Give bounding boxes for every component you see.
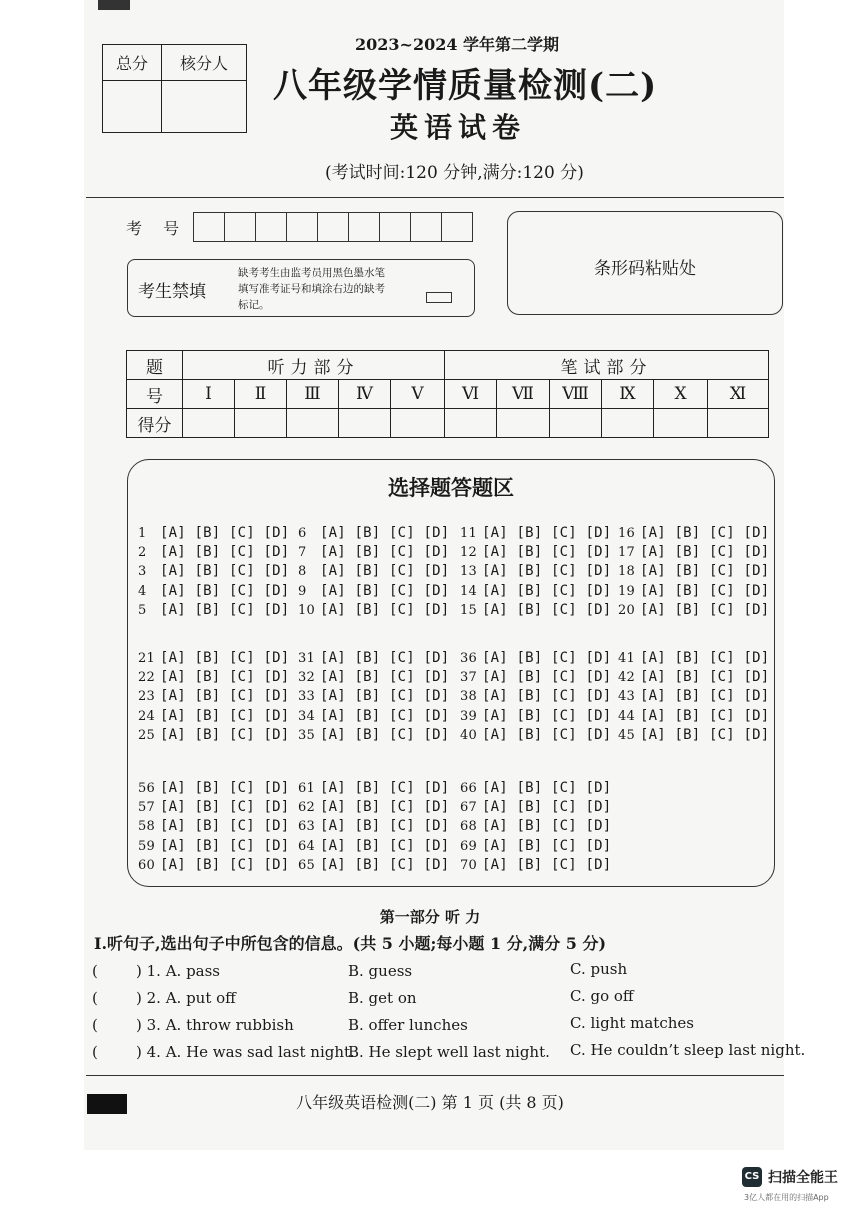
answer-options[interactable]: [A] [B] [C] [D] bbox=[482, 818, 612, 835]
answer-number: 17 bbox=[618, 545, 635, 561]
answer-options[interactable]: [A] [B] [C] [D] bbox=[320, 726, 450, 743]
score-cell[interactable] bbox=[287, 409, 339, 438]
answer-number: 23 bbox=[138, 689, 155, 705]
answer-number: 43 bbox=[618, 689, 635, 705]
section-numeral: Ⅵ bbox=[445, 380, 497, 409]
answer-options[interactable]: [A] [B] [C] [D] bbox=[160, 780, 290, 796]
barcode-area bbox=[507, 211, 783, 315]
score-cell[interactable] bbox=[708, 409, 769, 438]
answer-row-61[interactable] bbox=[298, 780, 449, 796]
answer-number: 11 bbox=[460, 526, 477, 541]
answer-number: 68 bbox=[460, 819, 477, 835]
scanner-logo-icon: CS bbox=[742, 1167, 762, 1187]
total-score-label: 总分 bbox=[103, 45, 162, 81]
section-numeral: Ⅺ bbox=[708, 380, 769, 409]
answer-row-45[interactable] bbox=[618, 727, 769, 743]
answer-number: 58 bbox=[138, 819, 155, 835]
answer-row-39[interactable] bbox=[460, 708, 611, 724]
answer-row-15[interactable] bbox=[460, 602, 611, 618]
answer-number: 5 bbox=[138, 602, 147, 618]
answer-row-42[interactable] bbox=[618, 669, 769, 685]
answer-options[interactable]: [A] [B] [C] [D] bbox=[160, 688, 290, 705]
writing-header: 笔试部分 bbox=[445, 351, 769, 380]
digit-box[interactable] bbox=[318, 213, 349, 241]
exam-time-info: (考试时间:120 分钟,满分:120 分) bbox=[325, 163, 584, 183]
answer-number: 6 bbox=[298, 526, 307, 541]
score-cell[interactable] bbox=[497, 409, 550, 438]
digit-box[interactable] bbox=[349, 213, 380, 241]
answer-options[interactable]: [A] [B] [C] [D] bbox=[160, 544, 290, 561]
answer-number: 12 bbox=[460, 545, 477, 561]
answer-number: 7 bbox=[298, 545, 307, 561]
answer-options[interactable]: [A] [B] [C] [D] bbox=[160, 582, 290, 599]
barcode-label: 条形码粘贴处 bbox=[594, 259, 696, 279]
question-option-a[interactable]: ) 2. A. put off bbox=[136, 989, 236, 1007]
question-option-b[interactable]: B. He slept well last night. bbox=[348, 1043, 550, 1061]
answer-row-62[interactable] bbox=[298, 799, 449, 815]
answer-row-58[interactable] bbox=[138, 818, 289, 834]
digit-box[interactable] bbox=[225, 213, 256, 241]
answer-options[interactable]: [A] [B] [C] [D] bbox=[160, 525, 290, 541]
answer-number: 33 bbox=[298, 689, 315, 705]
answer-number: 32 bbox=[298, 670, 315, 686]
answer-options[interactable]: [A] [B] [C] [D] bbox=[640, 544, 770, 561]
answer-options[interactable]: [A] [B] [C] [D] bbox=[160, 837, 290, 854]
answer-number: 61 bbox=[298, 781, 315, 796]
answer-number: 25 bbox=[138, 727, 155, 743]
top-registration-mark bbox=[98, 0, 130, 10]
section-numeral: Ⅲ bbox=[287, 380, 339, 409]
digit-box[interactable] bbox=[256, 213, 287, 241]
answer-options[interactable]: [A] [B] [C] [D] bbox=[640, 707, 770, 724]
section-numeral: Ⅶ bbox=[497, 380, 550, 409]
score-cell[interactable] bbox=[391, 409, 445, 438]
absent-mark-box[interactable] bbox=[426, 292, 452, 303]
answer-row-23[interactable] bbox=[138, 688, 289, 704]
answer-row-22[interactable] bbox=[138, 669, 289, 685]
question-option-c[interactable]: C. push bbox=[570, 960, 628, 978]
section-numeral: X bbox=[654, 380, 708, 409]
answer-options[interactable]: [A] [B] [C] [D] bbox=[160, 650, 290, 666]
answer-row-69[interactable] bbox=[460, 838, 611, 854]
answer-number: 21 bbox=[138, 651, 155, 666]
answer-number: 37 bbox=[460, 670, 477, 686]
answer-row-35[interactable] bbox=[298, 727, 449, 743]
answer-number: 56 bbox=[138, 781, 155, 796]
answer-options[interactable]: [A] [B] [C] [D] bbox=[160, 707, 290, 724]
answer-row-31[interactable] bbox=[298, 650, 449, 666]
answer-number: 14 bbox=[460, 583, 477, 599]
answer-number: 8 bbox=[298, 564, 307, 580]
answer-number: 69 bbox=[460, 838, 477, 854]
answer-number: 38 bbox=[460, 689, 477, 705]
answer-row-17[interactable] bbox=[618, 544, 769, 560]
answer-row-16[interactable] bbox=[618, 525, 769, 541]
answer-options[interactable]: [A] [B] [C] [D] bbox=[160, 799, 290, 816]
section-one-heading: Ⅰ.听句子,选出句子中所包含的信息。(共 5 小题;每小题 1 分,满分 5 分) bbox=[94, 934, 607, 953]
digit-box[interactable] bbox=[194, 213, 225, 241]
answer-options[interactable]: [A] [B] [C] [D] bbox=[640, 726, 770, 743]
section-numeral: Ⅱ bbox=[235, 380, 287, 409]
answer-row-18[interactable] bbox=[618, 563, 769, 579]
answer-number: 2 bbox=[138, 545, 147, 561]
answer-number: 57 bbox=[138, 800, 155, 816]
footer-divider bbox=[86, 1075, 784, 1076]
answer-number: 4 bbox=[138, 583, 147, 599]
question-option-c[interactable]: C. He couldn’t sleep last night. bbox=[570, 1041, 806, 1059]
answer-row-68[interactable] bbox=[460, 818, 611, 834]
row-label-bottom: 号 bbox=[127, 380, 183, 409]
answer-options[interactable]: [A] [B] [C] [D] bbox=[160, 818, 290, 835]
answer-options[interactable]: [A] [B] [C] [D] bbox=[482, 856, 612, 873]
answer-number: 3 bbox=[138, 564, 147, 580]
answer-number: 20 bbox=[618, 602, 635, 618]
question-paren: ( bbox=[92, 962, 98, 980]
answer-row-65[interactable] bbox=[298, 857, 449, 873]
answer-row-14[interactable] bbox=[460, 583, 611, 599]
answer-row-59[interactable] bbox=[138, 838, 289, 854]
score-cell[interactable] bbox=[550, 409, 602, 438]
answer-options[interactable]: [A] [B] [C] [D] bbox=[320, 837, 450, 854]
answer-number: 63 bbox=[298, 819, 315, 835]
digit-box[interactable] bbox=[442, 213, 472, 241]
answer-number: 60 bbox=[138, 857, 155, 873]
answer-options[interactable]: [A] [B] [C] [D] bbox=[160, 601, 290, 618]
answer-options[interactable]: [A] [B] [C] [D] bbox=[482, 582, 612, 599]
answer-options[interactable]: [A] [B] [C] [D] bbox=[320, 582, 450, 599]
answer-row-9[interactable] bbox=[298, 583, 449, 599]
row-label-top: 题 bbox=[127, 351, 183, 380]
candidate-number-boxes[interactable] bbox=[193, 212, 473, 242]
answer-options[interactable]: [A] [B] [C] [D] bbox=[160, 669, 290, 686]
question-option-b[interactable]: B. offer lunches bbox=[348, 1016, 468, 1034]
answer-options[interactable]: [A] [B] [C] [D] bbox=[320, 856, 450, 873]
answer-options[interactable]: [A] [B] [C] [D] bbox=[640, 601, 770, 618]
digit-box[interactable] bbox=[411, 213, 442, 241]
score-cell[interactable] bbox=[235, 409, 287, 438]
answer-row-11[interactable] bbox=[460, 525, 611, 541]
answer-row-33[interactable] bbox=[298, 688, 449, 704]
answer-options[interactable]: [A] [B] [C] [D] bbox=[640, 525, 770, 541]
answer-number: 44 bbox=[618, 708, 635, 724]
question-option-b[interactable]: B. get on bbox=[348, 989, 417, 1007]
section-numeral: Ⅳ bbox=[339, 380, 391, 409]
answer-row-7[interactable] bbox=[298, 544, 449, 560]
answer-number: 24 bbox=[138, 708, 155, 724]
page-footer: 八年级英语检测(二) 第 1 页 (共 8 页) bbox=[296, 1093, 564, 1112]
answer-number: 18 bbox=[618, 564, 635, 580]
answer-number: 59 bbox=[138, 838, 155, 854]
answer-options[interactable]: [A] [B] [C] [D] bbox=[482, 544, 612, 561]
exam-title: 八年级学情质量检测(二) bbox=[273, 66, 658, 106]
answer-options[interactable]: [A] [B] [C] [D] bbox=[160, 856, 290, 873]
question-option-a[interactable]: ) 1. A. pass bbox=[136, 962, 221, 980]
answer-options[interactable]: [A] [B] [C] [D] bbox=[160, 726, 290, 743]
scanner-tagline: 3亿人都在用的扫描App bbox=[744, 1193, 829, 1202]
answer-number: 15 bbox=[460, 602, 477, 618]
answer-options[interactable]: [A] [B] [C] [D] bbox=[482, 799, 612, 816]
digit-box[interactable] bbox=[380, 213, 411, 241]
answer-options[interactable]: [A] [B] [C] [D] bbox=[640, 688, 770, 705]
restricted-area bbox=[127, 259, 475, 317]
answer-row-2[interactable] bbox=[138, 544, 289, 560]
question-paren: ( bbox=[92, 989, 98, 1007]
answer-number: 35 bbox=[298, 727, 315, 743]
score-row-label: 得分 bbox=[127, 409, 183, 438]
answer-row-24[interactable] bbox=[138, 708, 289, 724]
answer-number: 42 bbox=[618, 670, 635, 686]
answer-number: 9 bbox=[298, 583, 307, 599]
answer-row-67[interactable] bbox=[460, 799, 611, 815]
answer-options[interactable]: [A] [B] [C] [D] bbox=[640, 563, 770, 580]
answer-row-8[interactable] bbox=[298, 563, 449, 579]
answer-number: 39 bbox=[460, 708, 477, 724]
answer-number: 1 bbox=[138, 526, 147, 541]
part-one-title: 第一部分 听 力 bbox=[379, 908, 481, 926]
answer-number: 40 bbox=[460, 727, 477, 743]
answer-row-32[interactable] bbox=[298, 669, 449, 685]
score-cell[interactable] bbox=[654, 409, 708, 438]
answer-options[interactable]: [A] [B] [C] [D] bbox=[482, 601, 612, 618]
answer-number: 31 bbox=[298, 651, 315, 666]
answer-options[interactable]: [A] [B] [C] [D] bbox=[320, 525, 450, 541]
answer-row-19[interactable] bbox=[618, 583, 769, 599]
answer-row-3[interactable] bbox=[138, 563, 289, 579]
score-cell[interactable] bbox=[602, 409, 654, 438]
answer-row-4[interactable] bbox=[138, 583, 289, 599]
answer-row-56[interactable] bbox=[138, 780, 289, 796]
section-numeral: Ⅸ bbox=[602, 380, 654, 409]
checker-cell bbox=[162, 81, 247, 133]
restricted-label: 考生禁填 bbox=[138, 282, 206, 302]
answer-row-38[interactable] bbox=[460, 688, 611, 704]
score-cell[interactable] bbox=[445, 409, 497, 438]
answer-options[interactable]: [A] [B] [C] [D] bbox=[482, 707, 612, 724]
answer-row-36[interactable] bbox=[460, 650, 611, 666]
answer-options[interactable]: [A] [B] [C] [D] bbox=[320, 688, 450, 705]
answer-row-37[interactable] bbox=[460, 669, 611, 685]
answer-number: 22 bbox=[138, 670, 155, 686]
header-divider bbox=[86, 197, 784, 198]
question-option-a[interactable]: ) 4. A. He was sad last night. bbox=[136, 1043, 355, 1061]
answer-options[interactable]: [A] [B] [C] [D] bbox=[482, 688, 612, 705]
answer-row-34[interactable] bbox=[298, 708, 449, 724]
score-cell[interactable] bbox=[339, 409, 391, 438]
answer-row-10[interactable] bbox=[298, 602, 449, 618]
score-cell[interactable] bbox=[183, 409, 235, 438]
answer-number: 45 bbox=[618, 727, 635, 743]
candidate-number-label: 考 号 bbox=[126, 219, 188, 238]
answer-number: 66 bbox=[460, 781, 477, 796]
answer-row-57[interactable] bbox=[138, 799, 289, 815]
answer-row-20[interactable] bbox=[618, 602, 769, 618]
answer-options[interactable]: [A] [B] [C] [D] bbox=[320, 650, 450, 666]
answer-row-6[interactable] bbox=[298, 525, 449, 541]
answer-number: 16 bbox=[618, 526, 635, 541]
answer-options[interactable]: [A] [B] [C] [D] bbox=[482, 525, 612, 541]
answer-row-21[interactable] bbox=[138, 650, 289, 666]
answer-row-64[interactable] bbox=[298, 838, 449, 854]
total-score-cell bbox=[103, 81, 162, 133]
answer-options[interactable]: [A] [B] [C] [D] bbox=[482, 669, 612, 686]
answer-options[interactable]: [A] [B] [C] [D] bbox=[320, 799, 450, 816]
answer-row-40[interactable] bbox=[460, 727, 611, 743]
answer-row-25[interactable] bbox=[138, 727, 289, 743]
answer-number: 19 bbox=[618, 583, 635, 599]
question-paren: ( bbox=[92, 1043, 98, 1061]
answer-number: 67 bbox=[460, 800, 477, 816]
checker-label: 核分人 bbox=[162, 45, 247, 81]
question-option-b[interactable]: B. guess bbox=[348, 962, 413, 980]
question-option-c[interactable]: C. go off bbox=[570, 987, 634, 1005]
answer-row-66[interactable] bbox=[460, 780, 611, 796]
answer-row-70[interactable] bbox=[460, 857, 611, 873]
answer-number: 64 bbox=[298, 838, 315, 854]
question-paren: ( bbox=[92, 1016, 98, 1034]
answer-row-60[interactable] bbox=[138, 857, 289, 873]
section-numeral: Ⅷ bbox=[550, 380, 602, 409]
answer-row-13[interactable] bbox=[460, 563, 611, 579]
answer-row-1[interactable] bbox=[138, 525, 289, 541]
answer-options[interactable]: [A] [B] [C] [D] bbox=[640, 669, 770, 686]
listening-header: 听力部分 bbox=[183, 351, 445, 380]
answer-options[interactable]: [A] [B] [C] [D] bbox=[482, 837, 612, 854]
answer-number: 62 bbox=[298, 800, 315, 816]
subject-title: 英语试卷 bbox=[390, 111, 527, 144]
answer-number: 36 bbox=[460, 651, 477, 666]
answer-area-title: 选择题答题区 bbox=[388, 475, 514, 500]
answer-options[interactable]: [A] [B] [C] [D] bbox=[640, 650, 770, 666]
answer-number: 41 bbox=[618, 651, 635, 666]
answer-row-41[interactable] bbox=[618, 650, 769, 666]
answer-row-43[interactable] bbox=[618, 688, 769, 704]
answer-options[interactable]: [A] [B] [C] [D] bbox=[482, 650, 612, 666]
answer-options[interactable]: [A] [B] [C] [D] bbox=[482, 780, 612, 796]
answer-options[interactable]: [A] [B] [C] [D] bbox=[482, 563, 612, 580]
answer-options[interactable]: [A] [B] [C] [D] bbox=[320, 780, 450, 796]
restricted-note: 缺考考生由监考员用黑色墨水笔填写准考证号和填涂右边的缺考标记。 bbox=[238, 267, 385, 311]
digit-box[interactable] bbox=[287, 213, 318, 241]
answer-options[interactable]: [A] [B] [C] [D] bbox=[320, 601, 450, 618]
answer-number: 10 bbox=[298, 602, 315, 618]
answer-options[interactable]: [A] [B] [C] [D] bbox=[320, 818, 450, 835]
answer-area bbox=[127, 459, 775, 887]
answer-options[interactable]: [A] [B] [C] [D] bbox=[160, 563, 290, 580]
question-option-c[interactable]: C. light matches bbox=[570, 1014, 694, 1032]
answer-number: 65 bbox=[298, 857, 315, 873]
answer-row-5[interactable] bbox=[138, 602, 289, 618]
answer-row-44[interactable] bbox=[618, 708, 769, 724]
question-option-a[interactable]: ) 3. A. throw rubbish bbox=[136, 1016, 294, 1034]
section-numeral: V bbox=[391, 380, 445, 409]
scanner-app-name: 扫描全能王 bbox=[768, 1170, 838, 1186]
sections-table bbox=[126, 350, 769, 438]
answer-options[interactable]: [A] [B] [C] [D] bbox=[320, 544, 450, 561]
score-table bbox=[102, 44, 247, 133]
answer-options[interactable]: [A] [B] [C] [D] bbox=[482, 726, 612, 743]
semester-line: 2023~2024 学年第二学期 bbox=[355, 35, 560, 54]
answer-number: 70 bbox=[460, 857, 477, 873]
answer-row-63[interactable] bbox=[298, 818, 449, 834]
answer-options[interactable]: [A] [B] [C] [D] bbox=[320, 669, 450, 686]
answer-options[interactable]: [A] [B] [C] [D] bbox=[320, 707, 450, 724]
answer-number: 34 bbox=[298, 708, 315, 724]
section-numeral: I bbox=[183, 380, 235, 409]
answer-options[interactable]: [A] [B] [C] [D] bbox=[640, 582, 770, 599]
answer-row-12[interactable] bbox=[460, 544, 611, 560]
answer-number: 13 bbox=[460, 564, 477, 580]
answer-options[interactable]: [A] [B] [C] [D] bbox=[320, 563, 450, 580]
